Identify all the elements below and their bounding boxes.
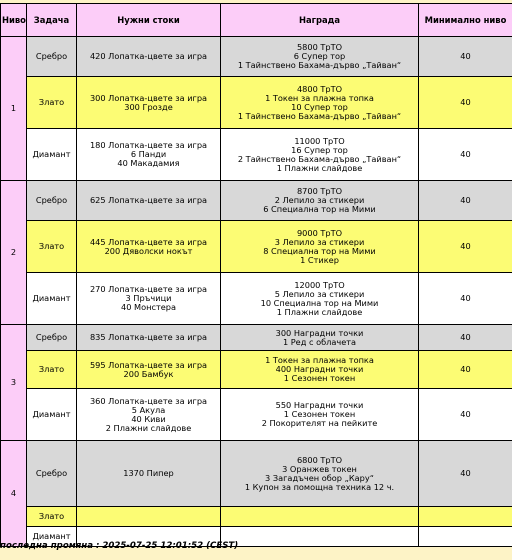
min-level-cell <box>419 527 512 547</box>
header-reward: Награда <box>221 4 419 37</box>
reward-item: 9000 ТрТО <box>296 227 343 238</box>
required-item: 360 Лопатка-цвете за игра <box>89 395 208 406</box>
task-cell: Сребро <box>27 181 77 221</box>
task-cell: Диамант <box>27 129 77 181</box>
required-goods-cell <box>77 273 221 325</box>
task-cell: Сребро <box>27 441 77 507</box>
required-item: 200 Дяволски нокът <box>104 245 193 256</box>
reward-item: 16 Супер тор <box>291 144 348 155</box>
level-cell: 1 <box>1 37 27 181</box>
required-item: 270 Лопатка-цвете за игра <box>89 284 208 294</box>
required-goods-cell <box>77 351 221 389</box>
table-row <box>1 325 512 351</box>
reward-item: 550 Наградни точки <box>275 400 364 410</box>
min-level-cell: 40 <box>419 441 512 507</box>
reward-item: 300 Наградни точки <box>275 327 364 338</box>
required-item: 300 Лопатка-цвете за игра <box>89 92 208 103</box>
level-cell: 3 <box>1 325 27 441</box>
required-goods-cell <box>77 441 221 507</box>
header-task: Задача <box>27 4 77 37</box>
required-item: 835 Лопатка-цвете за игра <box>89 332 208 342</box>
min-level-cell: 40 <box>419 273 512 325</box>
required-item: 3 Пръчици <box>125 293 172 303</box>
table-row <box>1 37 512 77</box>
reward-cell <box>221 325 419 351</box>
reward-item: 10 Специална тор на Мими <box>260 297 379 308</box>
min-level-cell <box>419 507 512 527</box>
reward-item: 5800 ТрТО <box>296 42 343 52</box>
table-body <box>1 37 512 547</box>
reward-item: 8 Специална тор на Мими <box>263 245 376 256</box>
reward-item: 4800 ТрТО <box>296 83 343 94</box>
table-row <box>1 129 512 181</box>
reward-cell <box>221 77 419 129</box>
reward-item: 1 Токен за плажна топка <box>265 355 374 365</box>
reward-item: 12000 ТрТО <box>294 279 345 290</box>
table-row <box>1 273 512 325</box>
table-row <box>1 507 512 527</box>
task-cell: Диамант <box>27 273 77 325</box>
table-row <box>1 181 512 221</box>
required-goods-cell <box>77 37 221 77</box>
required-item: 40 Макадамия <box>117 158 180 168</box>
reward-item: 3 Лепило за стикери <box>274 236 365 247</box>
reward-item: 1 Токен за плажна топка <box>265 92 374 103</box>
reward-cell <box>221 181 419 221</box>
reward-item: 3 Оранжев токен <box>282 463 357 474</box>
header-required: Нужни стоки <box>77 4 221 37</box>
header-level: Ниво <box>1 4 27 37</box>
reward-item: 8700 ТрТО <box>296 186 343 196</box>
required-goods-cell <box>77 129 221 181</box>
reward-item: 1 Ред с облачета <box>282 336 357 347</box>
required-goods-cell <box>77 507 221 527</box>
task-cell: Злато <box>27 77 77 129</box>
required-item: 6 Панди <box>130 149 167 159</box>
required-item: 1370 Пипер <box>123 468 174 478</box>
reward-cell <box>221 389 419 441</box>
header-min-level: Минимално ниво <box>419 4 512 37</box>
reward-cell <box>221 527 419 547</box>
last-modified: последна промяна : 2025-07-25 12:01:52 (CEST) <box>0 541 239 551</box>
level-cell: 2 <box>1 181 27 325</box>
reward-item: 10 Супер тор <box>291 101 348 112</box>
min-level-cell: 40 <box>419 389 512 441</box>
reward-cell <box>221 441 419 507</box>
reward-item: 6 Супер тор <box>293 51 346 61</box>
table-row <box>1 77 512 129</box>
table-row <box>1 351 512 389</box>
reward-item: 6 Специална тор на Мими <box>263 204 376 214</box>
reward-item: 6800 ТрТО <box>296 454 343 465</box>
reward-item: 2 Покорителят на пейките <box>261 418 378 428</box>
required-item: 625 Лопатка-цвете за игра <box>89 195 208 205</box>
task-cell: Диамант <box>27 527 77 547</box>
reward-cell <box>221 351 419 389</box>
reward-item: 1 Плажни слайдове <box>276 306 363 317</box>
reward-cell <box>221 507 419 527</box>
table-row <box>1 221 512 273</box>
level-cell: 4 <box>1 441 27 547</box>
reward-item: 1 Тайнствено Бахама-дърво „Тайван“ <box>237 60 402 70</box>
header-row <box>1 4 512 37</box>
task-cell: Злато <box>27 507 77 527</box>
reward-item: 5 Лепило за стикери <box>274 288 365 299</box>
reward-item: 2 Лепило за стикери <box>274 195 365 205</box>
reward-item: 3 Загадъчен обор „Кару“ <box>265 472 374 483</box>
min-level-cell: 40 <box>419 181 512 221</box>
reward-item: 1 Плажни слайдове <box>276 162 363 173</box>
required-goods-cell <box>77 181 221 221</box>
task-cell: Сребро <box>27 325 77 351</box>
reward-cell <box>221 221 419 273</box>
required-goods-cell <box>77 325 221 351</box>
min-level-cell: 40 <box>419 325 512 351</box>
required-goods-cell <box>77 221 221 273</box>
min-level-cell: 40 <box>419 77 512 129</box>
reward-item: 11000 ТрТО <box>294 135 345 146</box>
reward-item: 1 Купон за помощна техника 12 ч. <box>244 481 395 492</box>
required-goods-cell <box>77 77 221 129</box>
required-item: 595 Лопатка-цвете за игра <box>89 359 208 370</box>
reward-cell <box>221 129 419 181</box>
required-goods-cell <box>77 389 221 441</box>
tasks-table <box>0 3 512 547</box>
min-level-cell: 40 <box>419 351 512 389</box>
reward-item: 1 Тайнствено Бахама-дърво „Тайван“ <box>237 110 402 121</box>
reward-cell <box>221 37 419 77</box>
reward-item: 1 Стикер <box>300 254 339 265</box>
required-item: 5 Акула <box>131 404 166 415</box>
table-row <box>1 441 512 507</box>
required-item: 420 Лопатка-цвете за игра <box>89 51 208 61</box>
task-cell: Диамант <box>27 389 77 441</box>
required-item: 40 Киви <box>131 413 166 424</box>
reward-cell <box>221 273 419 325</box>
reward-item: 400 Наградни точки <box>275 364 364 374</box>
min-level-cell: 40 <box>419 221 512 273</box>
required-item: 300 Грозде <box>124 101 173 112</box>
reward-item: 1 Сезонен токен <box>283 373 356 383</box>
required-item: 200 Бамбук <box>123 368 174 379</box>
required-item: 445 Лопатка-цвете за игра <box>89 236 208 247</box>
task-cell: Злато <box>27 221 77 273</box>
reward-item: 2 Тайнствено Бахама-дърво „Тайван“ <box>237 153 402 164</box>
table-row <box>1 389 512 441</box>
required-item: 180 Лопатка-цвете за игра <box>89 140 208 150</box>
required-item: 2 Плажни слайдове <box>105 422 192 433</box>
min-level-cell: 40 <box>419 129 512 181</box>
min-level-cell: 40 <box>419 37 512 77</box>
required-item: 40 Монстера <box>121 302 176 312</box>
task-cell: Сребро <box>27 37 77 77</box>
task-cell: Злато <box>27 351 77 389</box>
reward-item: 1 Сезонен токен <box>283 409 356 419</box>
